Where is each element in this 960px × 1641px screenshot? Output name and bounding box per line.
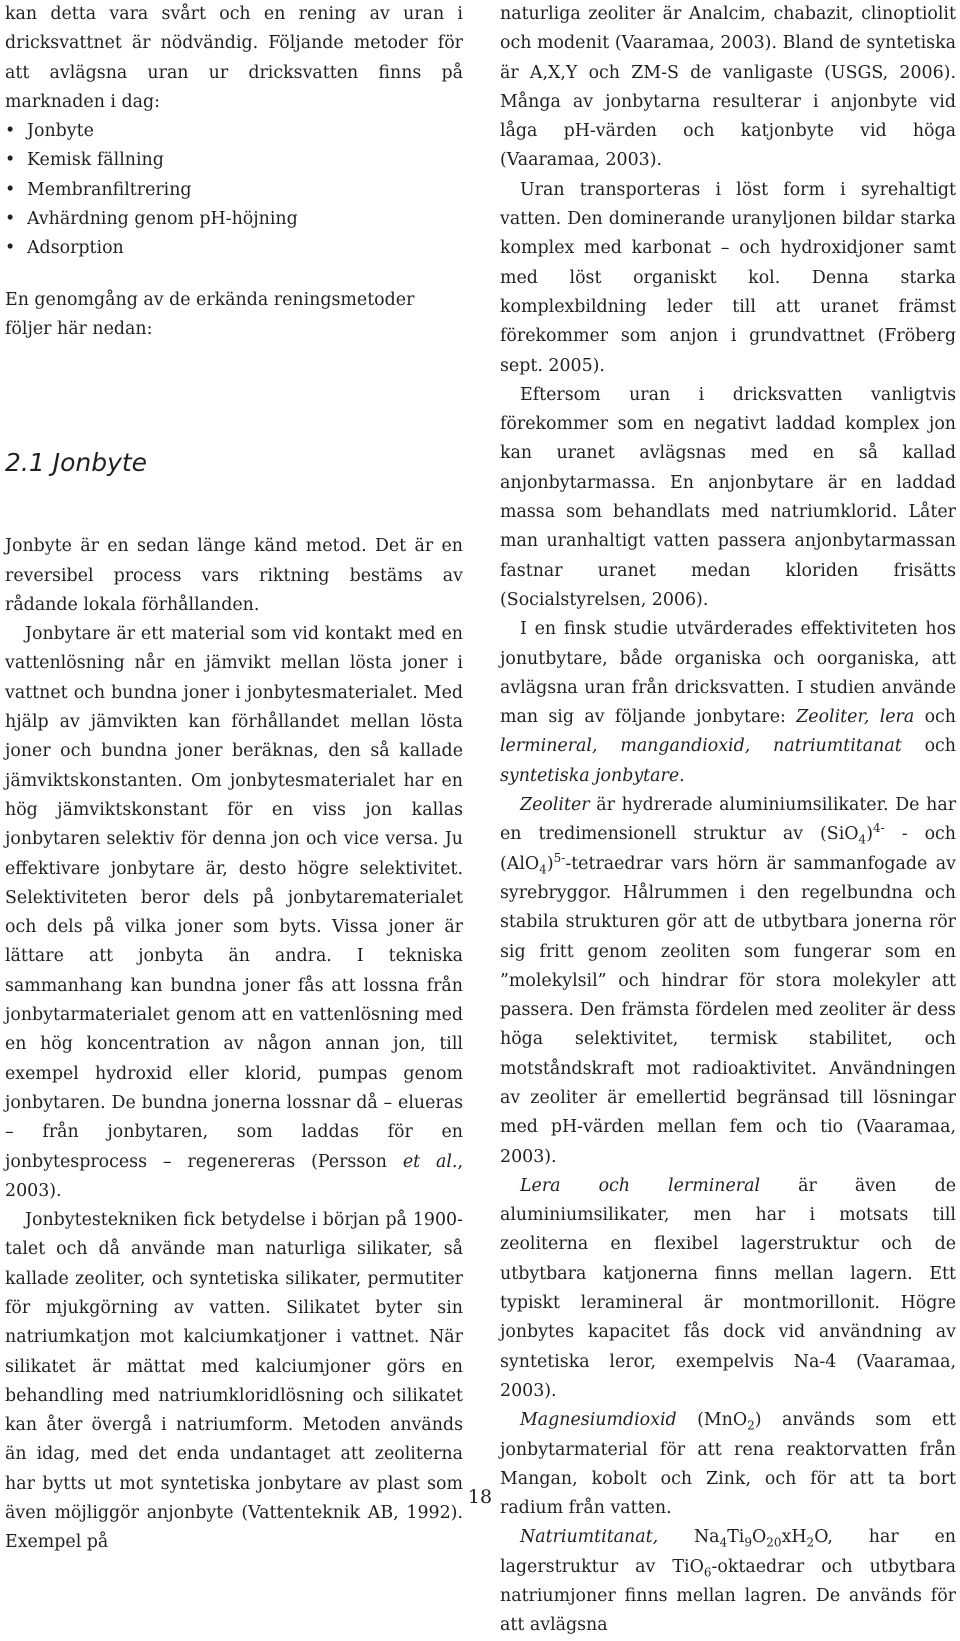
paragraph: Jonbyte är en sedan länge känd metod. Det är en reversibel process vars riktning bestäms av rådande lokala förhållanden.	[5, 536, 463, 615]
list-item: • Avhärdning genom pH-höjning	[5, 205, 463, 234]
page-number: 18	[467, 1486, 493, 1508]
paragraph: Eftersom uran i dricksvatten vanligtvis förekommer som en negativt laddad komplex jon kan uranet avlägsnas med en så kallad anjonbytarmassa. En anjonbytare är en laddad massa som behandlats med natriumklorid. Låter man uranhaltigt vatten passera anjonbytarmassan fastnar uranet medan kloriden frisätts (Socialstyrelsen, 2006).	[500, 384, 956, 610]
bullet-icon: •	[5, 121, 16, 142]
paragraph: Natriumtitanat, $Na_4Ti_9O_{20}xH_2O$, har en lagerstruktur av TiO$_6$-oktaedrar och utbytbara natriumjoner finns mellan lagren. De används för att avlägsna	[500, 1527, 956, 1636]
intro-paragraph: kan detta vara svårt och en rening av uran i dricksvattnet är nödvändig. Följande metoder för att avlägsna uran ur dricksvatten finns på marknaden i dag:	[5, 4, 463, 112]
bullet-icon: •	[5, 238, 16, 259]
paragraph: naturliga zeoliter är Analcim, chabazit, clinoptiolit och modenit (Vaaramaa, 2003). Bland de syntetiska är A,X,Y och ZM-S de vanligaste (USGS, 2006). Många av jonbytarna resulterar i anjonbyte vid låga pH-värden och katjonbyte vid höga (Vaaramaa, 2003).	[500, 4, 956, 171]
list-item: • Adsorption	[5, 234, 463, 263]
paragraph: Zeoliter är hydrerade aluminiumsilikater. De har en tredimensionell struktur av $(SiO_4)^{4-}$ - och $(AlO_4)^{5-}$-tetraedrar vars hörn är sammanfogade av syrebryggor. Hålrummen i den regelbundna och stabila strukturen gör att de utbytbara jonerna rör sig fritt genom zeoliten som fungerar som en ”molekylsil” och hindrar för stora molekyler att passera. Den främsta fördelen med zeoliter är dess höga selektivitet, termisk stabilitet, och motståndskraft mot radioaktivitet. Användningen av zeoliter är emellertid begränsad till lösningar med pH-värden mellan fem och tio (Vaaramaa, 2003).	[500, 795, 957, 1167]
bullet-icon: •	[5, 179, 16, 200]
paragraph: Jonbytestekniken fick betydelse i början på 1900-talet och då använde man naturliga silikater, så kallade zeoliter, och syntetiska silikater, permutiter för mjukgörning av vatten. Silikatet byter sin natriumkatjon mot kalciumkatjoner i vattnet. När silikatet är mättat med kalciumjoner görs en behandling med natriumkloridlösning och silikatet kan åter övergå i natriumform. Metoden används än idag, med det enda undantaget att zeoliterna har bytts ut mot syntetiska jonbytare av plast som även möjliggör anjonbyte (Vattenteknik AB, 1992). Exempel på	[5, 1210, 463, 1553]
bullet-icon: •	[5, 209, 16, 230]
summary-paragraph: En genomgång av de erkända reningsmetoder följer här nedan:	[5, 289, 415, 339]
section-heading: 2.1 Jonbyte	[5, 448, 148, 478]
method-list	[5, 117, 463, 263]
paragraph: Uran transporteras i löst form i syrehaltigt vatten. Den dominerande uranyljonen bildar starka komplex med karbonat – och hydroxidjoner samt med löst organiskt kol. Denna starka komplexbildning leder till att uranet främst förekommer som anjon i grundvattnet (Fröberg sept. 2005).	[500, 179, 956, 376]
left-column	[5, 0, 463, 1558]
right-column	[500, 0, 956, 1641]
paragraph: I en finsk studie utvärderades effektiviteten hos jonutbytare, både organiska och oorganiska, att avlägsna uran från dricksvatten. I studien använde man sig av följande jonbytare: Zeoliter, lera och lermineral, mangandioxid, natriumtitanat och syntetiska jonbytare.	[500, 619, 956, 786]
paragraph: Lera och lermineral är även de aluminiumsilikater, men har i motsats till zeoliterna en flexibel lagerstruktur och de utbytbara katjonerna finns mellan lagern. Ett typiskt leramineral är montmorillonit. Högre jonbytes kapacitet fås dock vid användning av syntetiska leror, exempelvis Na-4 (Vaaramaa, 2003).	[500, 1175, 956, 1401]
list-item: • Membranfiltrering	[5, 176, 463, 205]
bullet-icon: •	[5, 150, 16, 171]
paragraph: Magnesiumdioxid (MnO$_2$) används som ett jonbytarmaterial för att rena reaktorvatten från Mangan, kobolt och Zink, och för att ta bort radium från vatten.	[500, 1410, 957, 1519]
list-item: • Kemisk fällning	[5, 146, 463, 175]
paragraph: Jonbytare är ett material som vid kontakt med en vattenlösning når en jämvikt mellan lösta joner i vattnet och bundna joner i jonbytesmaterialet. Med hjälp av jämvikten kan förhållandet mellan lösta joner och bundna joner beräknas, den så kallade jämviktskonstanten. Om jonbytesmaterialet har en hög jämviktskonstant för en viss jon kallas jonbytaren selektiv för denna jon och vice versa. Ju effektivare jonbytare är, desto högre selektivitet. Selektiviteten beror dels på jonbytarematerialet och dels på vilka joner som byts. Vissa joner är lättare att jonbyta än andra. I tekniska sammanhang kan bundna joner fås att lossna från jonbytarmaterialet genom att en vattenlösning med en hög koncentration av någon annan jon, till exempel hydroxid eller klorid, pumpas genom jonbytaren. De bundna jonerna lossnar då – elueras – från jonbytaren, som laddas för en jonbytesprocess – regenereras (Persson et al., 2003).	[5, 624, 463, 1201]
list-item: • Jonbyte	[5, 117, 463, 146]
